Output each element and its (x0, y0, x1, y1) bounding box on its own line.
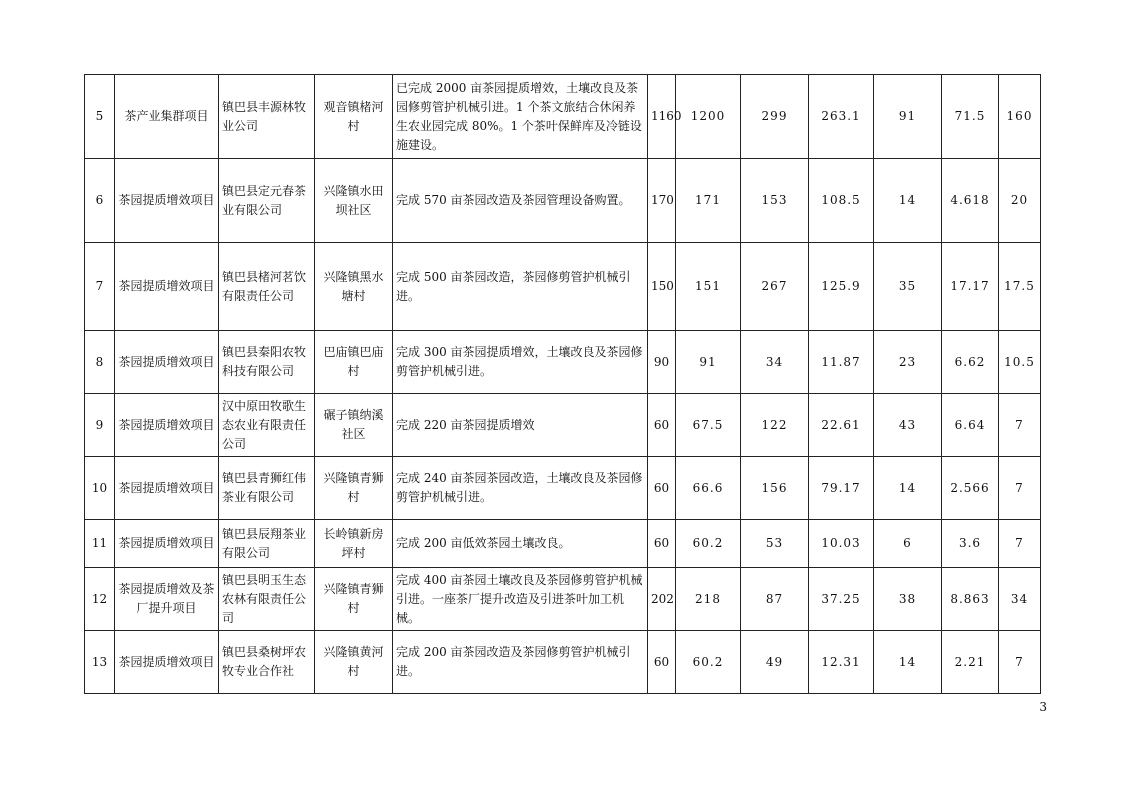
value-col-4: 108.5 (809, 159, 874, 243)
value-col-5: 6 (874, 520, 942, 568)
construction-content: 已完成 2000 亩茶园提质增效，土壤改良及茶园修剪管护机械引进。1 个茶文旅结合休闲养生农业园完成 80%。1 个茶叶保鲜库及冷链设施建设。 (393, 75, 648, 159)
table-row (85, 520, 1041, 568)
table-row (85, 631, 1041, 694)
company-name: 镇巴县明玉生态农林有限责任公司 (219, 568, 315, 631)
page-number: 3 (1039, 700, 1047, 714)
value-col-3: 153 (741, 159, 809, 243)
value-col-6: 71.5 (942, 75, 999, 159)
construction-content: 完成 200 亩茶园改造及茶园修剪管护机械引进。 (393, 631, 648, 694)
value-col-5: 14 (874, 631, 942, 694)
table-row (85, 457, 1041, 520)
company-name: 镇巴县辰翔茶业有限公司 (219, 520, 315, 568)
value-col-7: 7 (999, 394, 1041, 457)
value-col-2: 218 (676, 568, 741, 631)
value-col-2: 151 (676, 243, 741, 331)
location: 巴庙镇巴庙村 (315, 331, 393, 394)
construction-content: 完成 300 亩茶园提质增效，土壤改良及茶园修剪管护机械引进。 (393, 331, 648, 394)
value-col-2: 60.2 (676, 631, 741, 694)
value-col-7: 10.5 (999, 331, 1041, 394)
value-col-4: 263.1 (809, 75, 874, 159)
row-number: 8 (85, 331, 115, 394)
value-col-6: 8.863 (942, 568, 999, 631)
project-table (84, 74, 1041, 694)
project-name: 茶园提质增效项目 (115, 243, 219, 331)
value-col-1: 150 (648, 243, 676, 331)
value-col-5: 43 (874, 394, 942, 457)
row-number: 5 (85, 75, 115, 159)
project-name: 茶园提质增效项目 (115, 331, 219, 394)
row-number: 7 (85, 243, 115, 331)
company-name: 汉中原田牧歌生态农业有限责任公司 (219, 394, 315, 457)
value-col-5: 38 (874, 568, 942, 631)
construction-content: 完成 220 亩茶园提质增效 (393, 394, 648, 457)
value-col-1: 60 (648, 631, 676, 694)
value-col-1: 90 (648, 331, 676, 394)
value-col-2: 67.5 (676, 394, 741, 457)
value-col-3: 87 (741, 568, 809, 631)
value-col-3: 122 (741, 394, 809, 457)
value-col-4: 11.87 (809, 331, 874, 394)
row-number: 9 (85, 394, 115, 457)
value-col-5: 91 (874, 75, 942, 159)
project-name: 茶园提质增效及茶厂提升项目 (115, 568, 219, 631)
value-col-3: 299 (741, 75, 809, 159)
company-name: 镇巴县青狮红伟茶业有限公司 (219, 457, 315, 520)
table-row (85, 159, 1041, 243)
construction-content: 完成 200 亩低效茶园土壤改良。 (393, 520, 648, 568)
value-col-7: 34 (999, 568, 1041, 631)
value-col-1: 170 (648, 159, 676, 243)
location: 兴隆镇黑水塘村 (315, 243, 393, 331)
project-name: 茶园提质增效项目 (115, 159, 219, 243)
value-col-6: 17.17 (942, 243, 999, 331)
value-col-6: 4.618 (942, 159, 999, 243)
value-col-4: 125.9 (809, 243, 874, 331)
value-col-2: 91 (676, 331, 741, 394)
value-col-6: 6.64 (942, 394, 999, 457)
value-col-5: 14 (874, 159, 942, 243)
value-col-7: 20 (999, 159, 1041, 243)
location: 碾子镇纳溪社区 (315, 394, 393, 457)
project-name: 茶园提质增效项目 (115, 631, 219, 694)
value-col-5: 35 (874, 243, 942, 331)
value-col-7: 7 (999, 631, 1041, 694)
project-name: 茶园提质增效项目 (115, 394, 219, 457)
table-row (85, 243, 1041, 331)
location: 长岭镇新房坪村 (315, 520, 393, 568)
location: 兴隆镇青狮村 (315, 457, 393, 520)
construction-content: 完成 240 亩茶园茶园改造，土壤改良及茶园修剪管护机械引进。 (393, 457, 648, 520)
construction-content: 完成 400 亩茶园土壤改良及茶园修剪管护机械引进。一座茶厂提升改造及引进茶叶加工机械。 (393, 568, 648, 631)
table-body (85, 75, 1041, 694)
table-row (85, 394, 1041, 457)
value-col-4: 37.25 (809, 568, 874, 631)
value-col-7: 7 (999, 520, 1041, 568)
table-row (85, 568, 1041, 631)
value-col-2: 1200 (676, 75, 741, 159)
company-name: 镇巴县丰源林牧业公司 (219, 75, 315, 159)
value-col-4: 12.31 (809, 631, 874, 694)
construction-content: 完成 500 亩茶园改造，茶园修剪管护机械引进。 (393, 243, 648, 331)
value-col-3: 267 (741, 243, 809, 331)
value-col-7: 160 (999, 75, 1041, 159)
value-col-3: 34 (741, 331, 809, 394)
table-row (85, 75, 1041, 159)
value-col-4: 22.61 (809, 394, 874, 457)
value-col-6: 6.62 (942, 331, 999, 394)
project-name: 茶产业集群项目 (115, 75, 219, 159)
value-col-1: 1160 (648, 75, 676, 159)
value-col-2: 60.2 (676, 520, 741, 568)
row-number: 6 (85, 159, 115, 243)
value-col-4: 10.03 (809, 520, 874, 568)
value-col-6: 3.6 (942, 520, 999, 568)
company-name: 镇巴县定元春茶业有限公司 (219, 159, 315, 243)
value-col-6: 2.566 (942, 457, 999, 520)
value-col-1: 60 (648, 457, 676, 520)
row-number: 12 (85, 568, 115, 631)
company-name: 镇巴县桑树坪农牧专业合作社 (219, 631, 315, 694)
value-col-3: 156 (741, 457, 809, 520)
value-col-6: 2.21 (942, 631, 999, 694)
table-row (85, 331, 1041, 394)
value-col-5: 23 (874, 331, 942, 394)
value-col-1: 60 (648, 394, 676, 457)
row-number: 10 (85, 457, 115, 520)
value-col-5: 14 (874, 457, 942, 520)
project-name: 茶园提质增效项目 (115, 520, 219, 568)
value-col-4: 79.17 (809, 457, 874, 520)
construction-content: 完成 570 亩茶园改造及茶园管理设备购置。 (393, 159, 648, 243)
value-col-7: 17.5 (999, 243, 1041, 331)
row-number: 13 (85, 631, 115, 694)
company-name: 镇巴县秦阳农牧科技有限公司 (219, 331, 315, 394)
location: 兴隆镇黄河村 (315, 631, 393, 694)
value-col-2: 171 (676, 159, 741, 243)
company-name: 镇巴县楮河茗饮有限责任公司 (219, 243, 315, 331)
value-col-2: 66.6 (676, 457, 741, 520)
value-col-3: 53 (741, 520, 809, 568)
project-name: 茶园提质增效项目 (115, 457, 219, 520)
value-col-7: 7 (999, 457, 1041, 520)
location: 兴隆镇水田坝社区 (315, 159, 393, 243)
value-col-1: 60 (648, 520, 676, 568)
location: 兴隆镇青狮村 (315, 568, 393, 631)
location: 观音镇楮河村 (315, 75, 393, 159)
value-col-3: 49 (741, 631, 809, 694)
value-col-1: 202 (648, 568, 676, 631)
row-number: 11 (85, 520, 115, 568)
